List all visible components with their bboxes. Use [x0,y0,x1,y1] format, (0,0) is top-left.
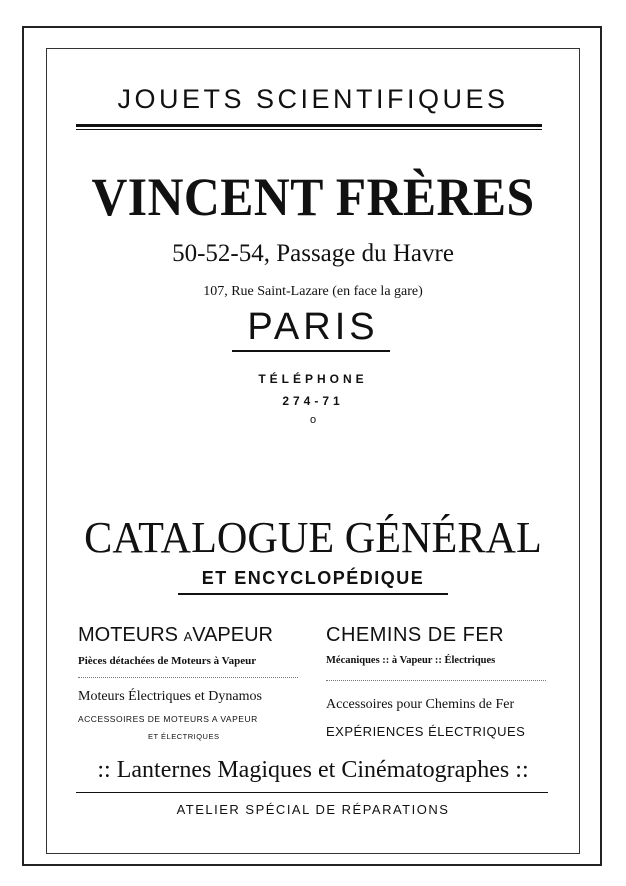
catalogue-underline [178,593,448,595]
ornament: o [309,414,317,426]
left-line-1: Pièces détachées de Moteurs à Vapeur [78,655,257,667]
header-title: JOUETS SCIENTIFIQUES [117,84,509,114]
address-line-2: 107, Rue Saint-Lazare (en face la gare) [203,284,423,299]
left-line-2: Moteurs Électriques et Dynamos [78,689,262,704]
header-rule [76,124,542,130]
left-line-4: ET ÉLECTRIQUES [148,732,220,741]
right-line-3: EXPÉRIENCES ÉLECTRIQUES [326,724,526,739]
footer-rule [76,792,548,793]
workshop-line: ATELIER SPÉCIAL DE RÉPARATIONS [176,802,450,817]
phone-number: 274-71 [282,394,344,408]
city-underline [232,350,390,352]
lanterns-line: :: Lanternes Magiques et Cinématographes :: [97,757,529,783]
left-heading-part2: VAPEUR [192,624,273,646]
left-heading-part1: MOTEURS [78,624,178,646]
right-divider-1 [326,680,546,681]
catalogue-title [13,512,614,563]
left-divider-1 [78,677,298,678]
left-column-heading [78,624,273,647]
right-line-2: Accessoires pour Chemins de Fer [326,697,515,712]
catalogue-title-text: CATALOGUE GÉNÉRAL [84,513,542,562]
address-line-1: 50-52-54, Passage du Havre [172,240,454,267]
left-line-3: ACCESSOIRES DE MOTEURS A VAPEUR [78,714,258,724]
right-line-1: Mécaniques :: à Vapeur :: Électriques [326,655,496,666]
phone-label: TÉLÉPHONE [258,372,368,386]
left-heading-small: A [183,629,193,644]
company-name-text: VINCENT FRÈRES [91,167,535,227]
company-name [25,166,601,228]
right-column-heading: CHEMINS DE FER [326,624,505,646]
city: PARIS [247,306,379,348]
catalogue-subtitle: ET ENCYCLOPÉDIQUE [201,568,425,588]
